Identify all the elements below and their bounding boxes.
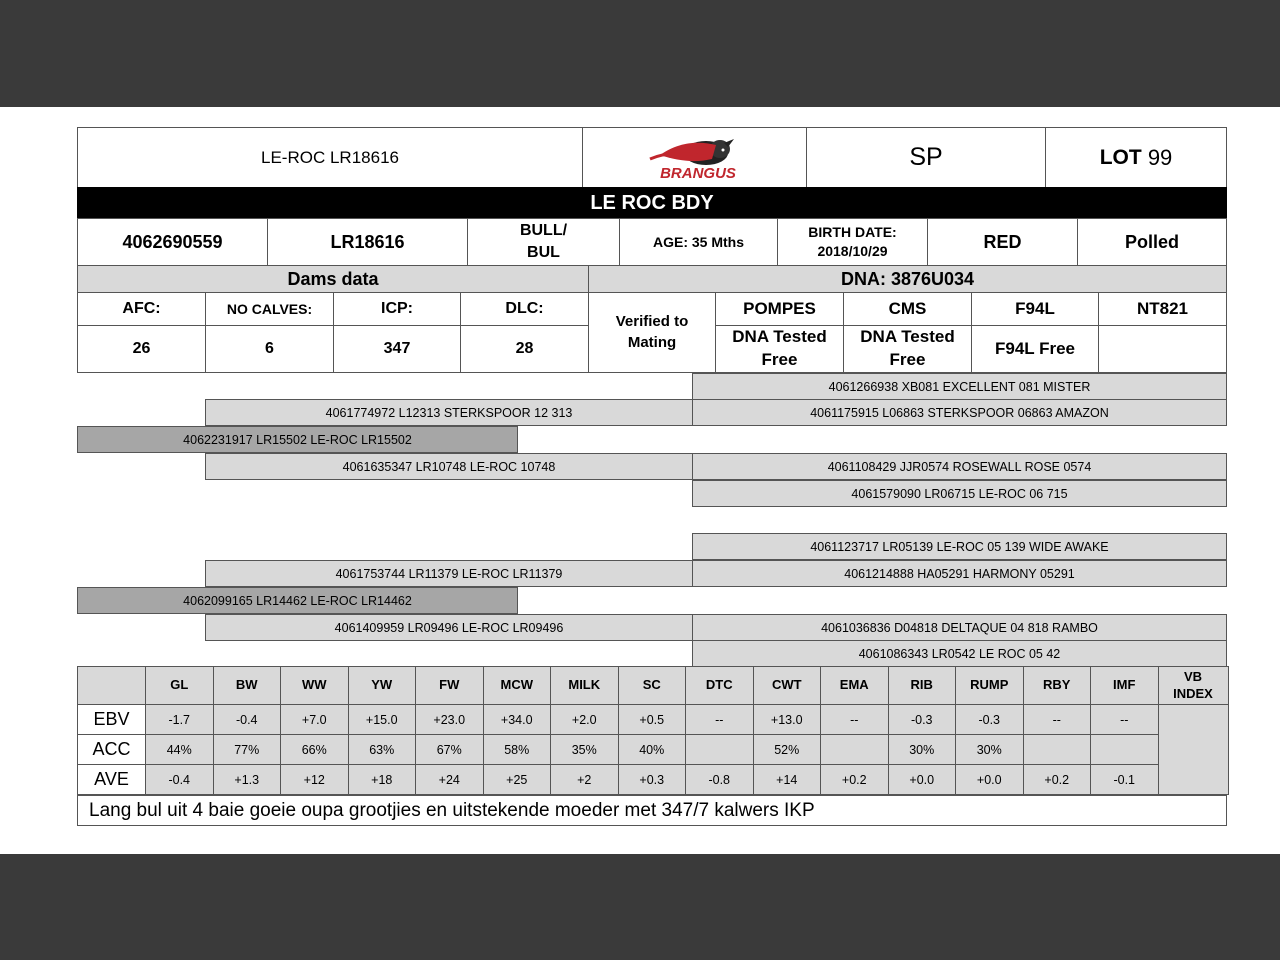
- ebv-header-imf: IMF: [1091, 667, 1159, 705]
- ebv-cell: +0.5: [618, 705, 686, 735]
- ave-cell: +24: [416, 765, 484, 795]
- dna-value-nt821: [1098, 325, 1227, 373]
- ebv-row-label: EBV: [78, 705, 146, 735]
- ebv-header-fw: FW: [416, 667, 484, 705]
- age: AGE: 35 Mths: [619, 218, 778, 266]
- ave-cell: -0.1: [1091, 765, 1159, 795]
- pedigree-dam-sire-dam: 4061214888 HA05291 HARMONY 05291: [692, 560, 1227, 587]
- dna-header-nt821: NT821: [1098, 292, 1227, 326]
- animal-id: LE-ROC LR18616: [77, 127, 583, 188]
- animal-name: LE ROC BDY: [77, 187, 1227, 219]
- acc-cell: 67%: [416, 735, 484, 765]
- colour: RED: [927, 218, 1078, 266]
- ave-cell: +0.0: [956, 765, 1024, 795]
- ebv-cell: --: [1091, 705, 1159, 735]
- dams-header-afc: AFC:: [77, 292, 206, 326]
- acc-cell: 58%: [483, 735, 551, 765]
- registration-number: LR18616: [267, 218, 468, 266]
- ebv-header-milk: MILK: [551, 667, 619, 705]
- acc-cell: 30%: [956, 735, 1024, 765]
- acc-cell: 77%: [213, 735, 281, 765]
- ave-cell: +0.3: [618, 765, 686, 795]
- dna-header-f94l: F94L: [971, 292, 1099, 326]
- birth-date: BIRTH DATE: 2018/10/29: [777, 218, 928, 266]
- pedigree-dam-dam-sire: 4061036836 D04818 DELTAQUE 04 818 RAMBO: [692, 614, 1227, 641]
- ave-cell: +25: [483, 765, 551, 795]
- acc-cell: [821, 735, 889, 765]
- acc-cell: 35%: [551, 735, 619, 765]
- dna-value-f94l: F94L Free: [971, 325, 1099, 373]
- ebv-cell: -0.3: [956, 705, 1024, 735]
- lot-number: 99: [1147, 144, 1173, 170]
- ebv-cell: --: [821, 705, 889, 735]
- acc-cell: 52%: [753, 735, 821, 765]
- ebv-header-ww: WW: [281, 667, 349, 705]
- pedigree-dam: 4062099165 LR14462 LE-ROC LR14462: [77, 587, 518, 614]
- ave-cell: +0.2: [1023, 765, 1091, 795]
- ebv-cell: +13.0: [753, 705, 821, 735]
- ave-cell: +0.0: [888, 765, 956, 795]
- dna-value-pompes: DNA Tested Free: [715, 325, 844, 373]
- pedigree-sire-sire: 4061774972 L12313 STERKSPOOR 12 313: [205, 399, 693, 426]
- acc-row: [78, 735, 1229, 765]
- horn-status: Polled: [1077, 218, 1227, 266]
- comment-text: Lang bul uit 4 baie goeie oupa grootjies en uitstekende moeder met 347/7 kalwers IKP: [77, 795, 1227, 826]
- acc-cell: 30%: [888, 735, 956, 765]
- ebv-cell: -1.7: [146, 705, 214, 735]
- ebv-header-bw: BW: [213, 667, 281, 705]
- dna-value-cms: DNA Tested Free: [843, 325, 972, 373]
- pedigree-sire-dam: 4061635347 LR10748 LE-ROC 10748: [205, 453, 693, 480]
- dams-value-icp: 347: [333, 325, 461, 373]
- ebv-header-rump: RUMP: [956, 667, 1024, 705]
- ebv-header-rib: RIB: [888, 667, 956, 705]
- pedigree-dam-sire: 4061753744 LR11379 LE-ROC LR11379: [205, 560, 693, 587]
- ebv-cell: -0.4: [213, 705, 281, 735]
- brand-text: BRANGUS: [659, 164, 736, 181]
- pedigree-dam-dam: 4061409959 LR09496 LE-ROC LR09496: [205, 614, 693, 641]
- ebv-header-dtc: DTC: [686, 667, 754, 705]
- ebv-cell: --: [1023, 705, 1091, 735]
- ave-cell: +12: [281, 765, 349, 795]
- pedigree-sire-sire-dam: 4061175915 L06863 STERKSPOOR 06863 AMAZON: [692, 399, 1227, 426]
- ebv-cell: +2.0: [551, 705, 619, 735]
- ebv-cell: +23.0: [416, 705, 484, 735]
- dams-value-dlc: 28: [460, 325, 589, 373]
- ebv-header-rby: RBY: [1023, 667, 1091, 705]
- lot-cell: [1045, 127, 1227, 188]
- dams-header-calves: NO CALVES:: [205, 292, 334, 326]
- ebv-row: [78, 705, 1229, 735]
- dams-title: Dams data: [77, 265, 589, 293]
- ave-cell: +0.2: [821, 765, 889, 795]
- ave-cell: +18: [348, 765, 416, 795]
- pedigree-dam-dam-dam: 4061086343 LR0542 LE ROC 05 42: [692, 640, 1227, 667]
- ave-cell: -0.8: [686, 765, 754, 795]
- acc-cell: 40%: [618, 735, 686, 765]
- ebv-header-mcw: MCW: [483, 667, 551, 705]
- ebv-header-vb-index: VB INDEX: [1158, 667, 1228, 705]
- ebv-table: [77, 666, 1229, 795]
- lot-label: LOT: [1099, 145, 1142, 169]
- ebv-cell: -0.3: [888, 705, 956, 735]
- acc-cell: [1091, 735, 1159, 765]
- vb-index-value: [1158, 705, 1228, 795]
- acc-cell: 66%: [281, 735, 349, 765]
- dna-title: DNA: 3876U034: [588, 265, 1227, 293]
- acc-row-label: ACC: [78, 735, 146, 765]
- dna-header-pompes: POMPES: [715, 292, 844, 326]
- acc-cell: [1023, 735, 1091, 765]
- acc-cell: [686, 735, 754, 765]
- ave-cell: +14: [753, 765, 821, 795]
- dams-value-afc: 26: [77, 325, 206, 373]
- sex: BULL/ BUL: [467, 218, 620, 266]
- dams-header-icp: ICP:: [333, 292, 461, 326]
- dams-value-calves: 6: [205, 325, 334, 373]
- ebv-header-cwt: CWT: [753, 667, 821, 705]
- ebv-header-ema: EMA: [821, 667, 889, 705]
- ave-cell: -0.4: [146, 765, 214, 795]
- ave-cell: +2: [551, 765, 619, 795]
- ebv-cell: +34.0: [483, 705, 551, 735]
- brand-logo: [582, 127, 807, 188]
- ebv-header-blank: [78, 667, 146, 705]
- pedigree-sire-dam-sire: 4061108429 JJR0574 ROSEWALL ROSE 0574: [692, 453, 1227, 480]
- ebv-cell: +15.0: [348, 705, 416, 735]
- verified-to-mating: Verified to Mating: [588, 292, 716, 373]
- bull-head-icon: [650, 139, 734, 165]
- ebv-cell: --: [686, 705, 754, 735]
- dams-header-dlc: DLC:: [460, 292, 589, 326]
- ebv-cell: +7.0: [281, 705, 349, 735]
- dna-header-cms: CMS: [843, 292, 972, 326]
- ave-row: [78, 765, 1229, 795]
- ave-row-label: AVE: [78, 765, 146, 795]
- pedigree-sire: 4062231917 LR15502 LE-ROC LR15502: [77, 426, 518, 453]
- ebv-header-yw: YW: [348, 667, 416, 705]
- ebv-header-row: [78, 667, 1229, 705]
- acc-cell: 44%: [146, 735, 214, 765]
- pedigree-sire-sire-sire: 4061266938 XB081 EXCELLENT 081 MISTER: [692, 373, 1227, 400]
- brangus-logo: [620, 135, 770, 181]
- ebv-header-gl: GL: [146, 667, 214, 705]
- ebv-header-sc: SC: [618, 667, 686, 705]
- pedigree-sire-dam-dam: 4061579090 LR06715 LE-ROC 06 715: [692, 480, 1227, 507]
- pedigree-dam-sire-sire: 4061123717 LR05139 LE-ROC 05 139 WIDE AWAKE: [692, 533, 1227, 560]
- acc-cell: 63%: [348, 735, 416, 765]
- status-badge: SP: [806, 127, 1046, 188]
- ave-cell: +1.3: [213, 765, 281, 795]
- id-number: 4062690559: [77, 218, 268, 266]
